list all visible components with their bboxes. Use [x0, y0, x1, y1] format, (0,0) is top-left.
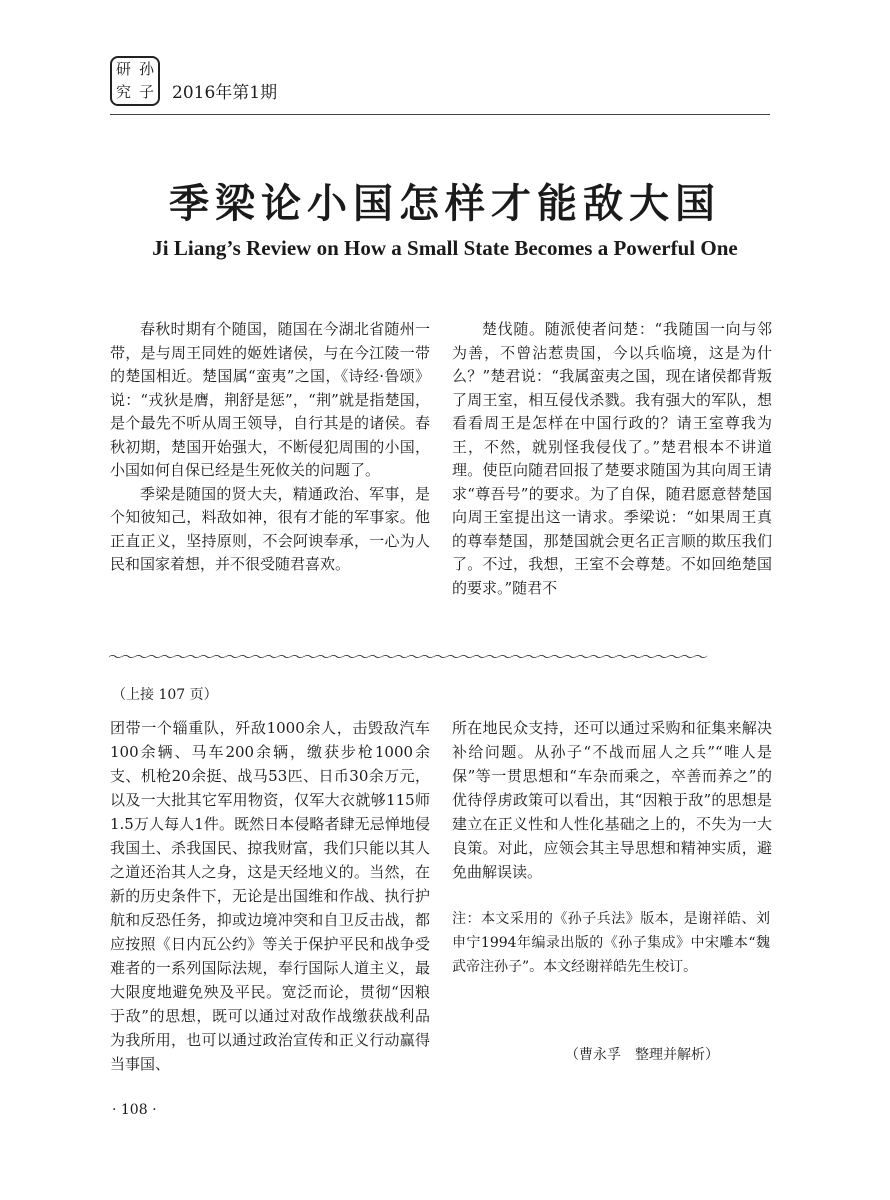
- article-column-right: [452, 318, 772, 600]
- editor-signature: （曹永孚 整理并解析）: [565, 1047, 719, 1063]
- article-column-left: [110, 318, 430, 577]
- logo-char: 究: [115, 83, 131, 101]
- paragraph: 楚伐随。随派使者问楚：“我随国一向与邻为善，不曾沾惹贵国，今以兵临境，这是为什么？”楚君说：“我属蛮夷之国，现在诸侯都背叛了周王室，相互侵伐杀戮。我有强大的军队，想看看周王是怎样在中国行政的？请王室尊我为王，不然，就别怪我侵伐了。”楚君根本不讲道理。使臣向随君回报了楚要求随国为其向周王请求“尊吾号”的要求。为了自保，随君愿意替楚国向周王室提出这一请求。季梁说：“如果周王真的尊奉楚国，那楚国就会更名正言顺的欺压我们了。不过，我想，王室不会尊楚。不如回绝楚国的要求。”随君不: [452, 320, 772, 597]
- header-rule: [110, 114, 770, 115]
- continued-column-left: [110, 716, 430, 1076]
- issue-label: 2016年第1期: [172, 83, 278, 103]
- continued-column-right: [452, 716, 772, 884]
- logo-char: 研: [115, 60, 131, 78]
- paragraph: 季梁是随国的贤大夫，精通政治、军事，是个知彼知己，料敌如神，很有才能的军事家。他正直正义，坚持原则，不会阿谀奉承，一心为人民和国家着想，并不很受随君喜欢。: [110, 484, 430, 573]
- logo-char: 子: [138, 83, 154, 101]
- footnote: 注：本文采用的《孙子兵法》版本，是谢祥皓、刘申宁1994年编录出版的《孙子集成》中宋雕本“魏武帝注孙子”。本文经谢祥皓先生校订。: [452, 911, 770, 975]
- section-divider: ～～～～～～～～～～～～～～～～～～～～～～～～～～～～～～～～～～～～～～～～～～～～～～: [108, 648, 707, 666]
- page-header: [110, 52, 770, 114]
- article-title-english: Ji Liang’s Review on How a Small State Becomes a Powerful One: [152, 236, 738, 260]
- article-title-chinese: 季梁论小国怎样才能敌大国: [169, 180, 721, 227]
- paragraph: 所在地民众支持，还可以通过采购和征集来解决补给问题。从孙子“不战而屈人之兵”“唯人是保”等一贯思想和“车杂而乘之，卒善而养之”的优待俘虏政策可以看出，其“因粮于敌”的思想是建立在正义性和人性化基础之上的，不失为一大良策。对此，应领会其主导思想和精神实质，避免曲解误读。: [452, 719, 772, 881]
- continued-from-label: （上接 107 页）: [112, 687, 218, 703]
- logo-char: 孙: [138, 60, 154, 78]
- page-number: · 108 ·: [112, 1102, 157, 1118]
- paragraph: 春秋时期有个随国，随国在今湖北省随州一带，是与周王同姓的姬姓诸侯，与在今江陵一带的楚国相近。楚国属“蛮夷”之国，《诗经·鲁颂》说：“戎狄是膺，荆舒是惩”，“荆”就是指楚国，是个最先不听从周王领导，自行其是的诸侯。春秋初期，楚国开始强大，不断侵犯周围的小国，小国如何自保已经是生死攸关的问题了。: [110, 320, 430, 479]
- journal-logo: [110, 56, 160, 106]
- paragraph: 团带一个辎重队，歼敌1000余人，击毁敌汽车100余辆、马车200余辆，缴获步枪1000余支、机枪20余挺、战马53匹、日币30余万元，以及一大批其它军用物资，仅军大衣就够115师1.5万人每人1件。既然日本侵略者肆无忌惮地侵我国土、杀我国民、掠我财富，我们只能以其人之道还治其人之身，这是天经地义的。当然，在新的历史条件下，无论是出国维和作战、执行护航和反恐任务，抑或边境冲突和自卫反击战，都应按照《日内瓦公约》等关于保护平民和战争受难者的一系列国际法规，奉行国际人道主义，最大限度地避免殃及平民。宽泛而论，贯彻“因粮于敌”的思想，既可以通过对敌作战缴获战利品为我所用，也可以通过政治宣传和正义行动赢得当事国、: [110, 719, 430, 1073]
